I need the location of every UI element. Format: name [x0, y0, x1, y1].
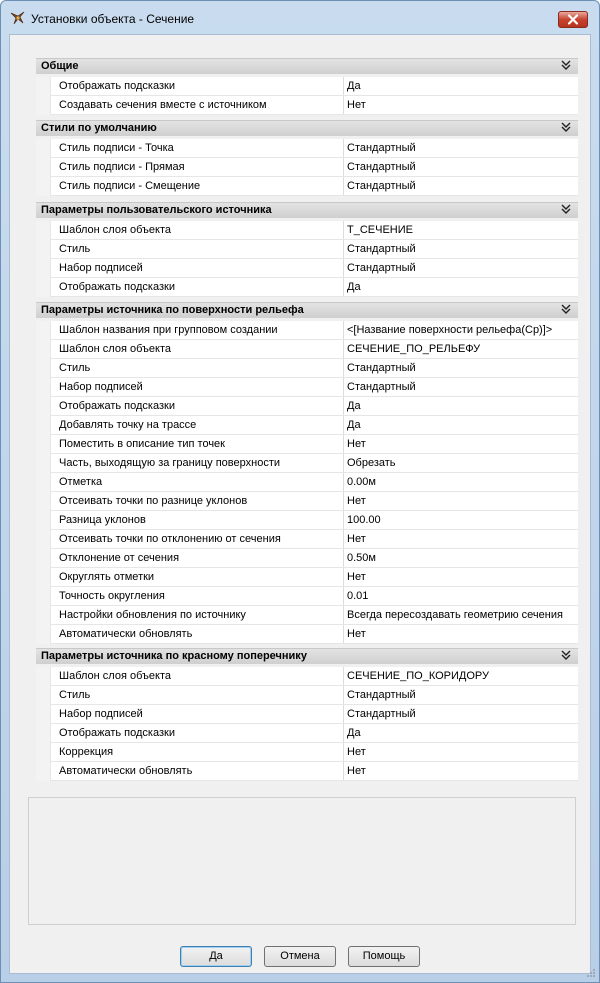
group-header[interactable] — [36, 302, 578, 318]
window-title: Установки объекта - Сечение — [31, 12, 195, 26]
property-name: Часть, выходящую за границу поверхности — [50, 454, 344, 472]
row-gutter — [36, 340, 50, 359]
property-row[interactable] — [36, 667, 578, 686]
row-gutter — [36, 473, 50, 492]
property-value[interactable]: Нет — [347, 533, 366, 545]
group-title: Параметры источника по поверхности рельефа — [41, 304, 304, 316]
property-value[interactable]: Обрезать — [347, 457, 396, 469]
group-title: Стили по умолчанию — [41, 122, 157, 134]
property-value[interactable]: Нет — [347, 571, 366, 583]
property-value[interactable]: Нет — [347, 438, 366, 450]
property-row[interactable] — [36, 139, 578, 158]
property-row[interactable] — [36, 530, 578, 549]
property-value[interactable]: Стандартный — [347, 243, 416, 255]
property-row[interactable] — [36, 705, 578, 724]
property-name: Отображать подсказки — [50, 724, 344, 742]
property-value[interactable]: Да — [347, 400, 361, 412]
property-name: Округлять отметки — [50, 568, 344, 586]
property-row[interactable] — [36, 278, 578, 297]
app-icon — [9, 10, 25, 26]
title-bar[interactable] — [1, 1, 599, 35]
help-button[interactable]: Помощь — [348, 946, 420, 967]
group-header[interactable] — [36, 58, 578, 74]
property-row[interactable] — [36, 321, 578, 340]
property-grid — [28, 58, 586, 818]
property-row[interactable] — [36, 416, 578, 435]
property-value[interactable]: Да — [347, 727, 361, 739]
description-panel — [28, 797, 576, 925]
collapse-chevron-icon[interactable] — [559, 302, 573, 316]
property-name: Шаблон слоя объекта — [50, 221, 344, 239]
property-row[interactable] — [36, 473, 578, 492]
property-name: Стиль подписи - Прямая — [50, 158, 344, 176]
property-value[interactable]: Стандартный — [347, 381, 416, 393]
property-value[interactable]: Стандартный — [347, 708, 416, 720]
property-name: Отображать подсказки — [50, 278, 344, 296]
row-gutter — [36, 416, 50, 435]
property-row[interactable] — [36, 177, 578, 196]
property-name: Шаблон слоя объекта — [50, 667, 344, 685]
property-name: Отсеивать точки по отклонению от сечения — [50, 530, 344, 548]
collapse-chevron-icon[interactable] — [559, 120, 573, 134]
dialog-client — [9, 34, 591, 974]
property-row[interactable] — [36, 492, 578, 511]
row-gutter — [36, 397, 50, 416]
close-icon — [559, 12, 587, 27]
property-value[interactable]: Нет — [347, 99, 366, 111]
row-gutter — [36, 278, 50, 297]
row-gutter — [36, 568, 50, 587]
row-gutter — [36, 625, 50, 644]
property-name: Отклонение от сечения — [50, 549, 344, 567]
cancel-button[interactable]: Отмена — [264, 946, 336, 967]
property-value[interactable]: Стандартный — [347, 161, 416, 173]
property-row[interactable] — [36, 625, 578, 644]
row-gutter — [36, 549, 50, 568]
collapse-chevron-icon[interactable] — [559, 58, 573, 72]
property-name: Настройки обновления по источнику — [50, 606, 344, 624]
property-name: Отображать подсказки — [50, 397, 344, 415]
property-value[interactable]: 100.00 — [347, 514, 381, 526]
property-value[interactable]: Стандартный — [347, 262, 416, 274]
row-gutter — [36, 606, 50, 625]
group-title: Параметры источника по красному поперечнику — [41, 650, 307, 662]
property-row[interactable] — [36, 340, 578, 359]
group-header[interactable] — [36, 202, 578, 218]
property-name: Стиль подписи - Смещение — [50, 177, 344, 195]
row-gutter — [36, 96, 50, 115]
property-value[interactable]: 0.50м — [347, 552, 376, 564]
property-name: Разница уклонов — [50, 511, 344, 529]
row-gutter — [36, 139, 50, 158]
property-value[interactable]: СЕЧЕНИЕ_ПО_РЕЛЬЕФУ — [347, 343, 481, 355]
property-name: Отметка — [50, 473, 344, 491]
property-value[interactable]: Всегда пересоздавать геометрию сечения — [347, 609, 563, 621]
row-gutter — [36, 240, 50, 259]
property-value[interactable]: Да — [347, 281, 361, 293]
property-value[interactable]: СЕЧЕНИЕ_ПО_КОРИДОРУ — [347, 670, 490, 682]
row-gutter — [36, 454, 50, 473]
property-name: Коррекция — [50, 743, 344, 761]
property-row[interactable] — [36, 686, 578, 705]
row-gutter — [36, 705, 50, 724]
property-value[interactable]: Стандартный — [347, 180, 416, 192]
group-title: Общие — [41, 60, 79, 72]
property-value[interactable]: Стандартный — [347, 142, 416, 154]
property-name: Стиль — [50, 240, 344, 258]
property-row[interactable] — [36, 587, 578, 606]
property-name: Шаблон названия при групповом создании — [50, 321, 344, 339]
property-row[interactable] — [36, 397, 578, 416]
property-row[interactable] — [36, 359, 578, 378]
property-row[interactable] — [36, 240, 578, 259]
property-row[interactable] — [36, 158, 578, 177]
property-row[interactable] — [36, 259, 578, 278]
row-gutter — [36, 686, 50, 705]
row-gutter — [36, 511, 50, 530]
row-gutter — [36, 378, 50, 397]
property-name: Набор подписей — [50, 705, 344, 723]
row-gutter — [36, 259, 50, 278]
property-name: Создавать сечения вместе с источником — [50, 96, 344, 114]
row-gutter — [36, 221, 50, 240]
row-gutter — [36, 530, 50, 549]
property-value[interactable]: Т_СЕЧЕНИЕ — [347, 224, 413, 236]
property-row[interactable] — [36, 77, 578, 96]
property-row[interactable] — [36, 606, 578, 625]
row-gutter — [36, 492, 50, 511]
group-title: Параметры пользовательского источника — [41, 204, 272, 216]
property-value[interactable]: Стандартный — [347, 689, 416, 701]
property-value[interactable]: Нет — [347, 495, 366, 507]
row-gutter — [36, 435, 50, 454]
group-header[interactable] — [36, 648, 578, 664]
property-row[interactable] — [36, 435, 578, 454]
property-row[interactable] — [36, 511, 578, 530]
property-name: Стиль подписи - Точка — [50, 139, 344, 157]
row-gutter — [36, 359, 50, 378]
row-gutter — [36, 667, 50, 686]
property-row[interactable] — [36, 454, 578, 473]
property-name: Точность округления — [50, 587, 344, 605]
property-name: Отображать подсказки — [50, 77, 344, 95]
property-value[interactable]: Стандартный — [347, 362, 416, 374]
property-row[interactable] — [36, 724, 578, 743]
property-name: Стиль — [50, 359, 344, 377]
resize-grip-icon[interactable] — [584, 966, 596, 978]
ok-button[interactable]: Да — [180, 946, 252, 967]
property-name: Шаблон слоя объекта — [50, 340, 344, 358]
property-name: Автоматически обновлять — [50, 762, 344, 780]
close-button[interactable] — [558, 11, 588, 28]
property-name: Стиль — [50, 686, 344, 704]
property-value[interactable]: Нет — [347, 746, 366, 758]
collapse-chevron-icon[interactable] — [559, 202, 573, 216]
property-row[interactable] — [36, 568, 578, 587]
row-gutter — [36, 158, 50, 177]
row-gutter — [36, 587, 50, 606]
collapse-chevron-icon[interactable] — [559, 648, 573, 662]
property-value[interactable]: Да — [347, 80, 361, 92]
property-value[interactable]: Да — [347, 419, 361, 431]
property-name: Автоматически обновлять — [50, 625, 344, 643]
property-row[interactable] — [36, 96, 578, 115]
property-value[interactable]: 0.01 — [347, 590, 369, 602]
property-row[interactable] — [36, 549, 578, 568]
property-value[interactable]: Нет — [347, 765, 366, 777]
property-value[interactable]: Нет — [347, 628, 366, 640]
row-gutter — [36, 724, 50, 743]
row-gutter — [36, 321, 50, 340]
property-name: Добавлять точку на трассе — [50, 416, 344, 434]
row-gutter — [36, 743, 50, 762]
row-gutter — [36, 762, 50, 781]
property-name: Набор подписей — [50, 378, 344, 396]
property-row[interactable] — [36, 743, 578, 762]
property-row[interactable] — [36, 378, 578, 397]
row-gutter — [36, 177, 50, 196]
property-row[interactable] — [36, 762, 578, 781]
property-name: Отсеивать точки по разнице уклонов — [50, 492, 344, 510]
property-row[interactable] — [36, 221, 578, 240]
property-value[interactable]: 0.00м — [347, 476, 376, 488]
property-name: Поместить в описание тип точек — [50, 435, 344, 453]
property-value[interactable]: <[Название поверхности рельефа(Ср)]> — [347, 324, 553, 336]
group-header[interactable] — [36, 120, 578, 136]
row-gutter — [36, 77, 50, 96]
property-name: Набор подписей — [50, 259, 344, 277]
